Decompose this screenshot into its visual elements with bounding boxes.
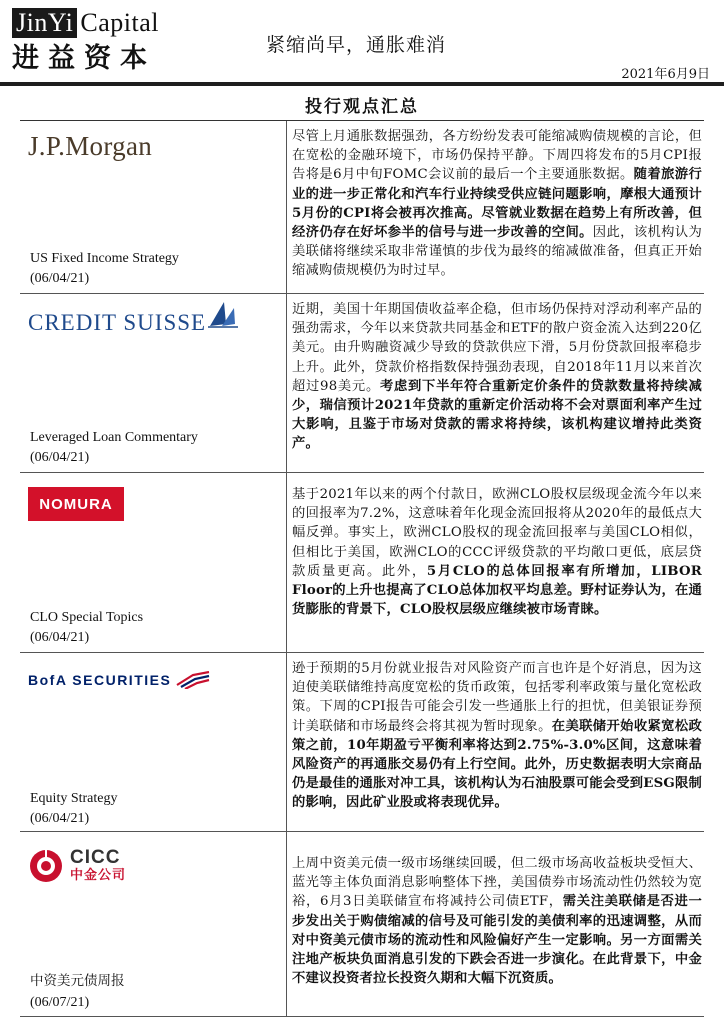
- entry-source-cell: [20, 832, 287, 1016]
- entry-text-tail: 因此，该机构认为美联储将继续采取非常谨慎的步伐为最终的缩减做准备，但真正开始缩减购债规模仍为时过早。: [292, 225, 702, 279]
- jpmorgan-logo: J.P.Morgan: [28, 131, 153, 161]
- report-name: Leveraged Loan Commentary: [30, 430, 198, 445]
- entry-text-plain: 上周中资美元债一级市场继续回暖，但二级市场高收益板块受恒大、蓝光等主体负面消息影响整体下挫，美国债券市场流动性仍然较为宽裕，6月3日美联储宣布将减持公司债ETF，: [292, 856, 702, 910]
- entry-text: [292, 300, 702, 454]
- entry-text: [292, 659, 702, 813]
- entry-source-cell: [20, 294, 287, 472]
- report-name: Equity Strategy: [30, 791, 118, 806]
- entry-source-cell: [20, 121, 287, 293]
- company-logo-cn: 进益资本: [12, 43, 156, 74]
- cicc-wordmark-en: CICC: [70, 847, 121, 868]
- credit-suisse-logo: [28, 300, 238, 336]
- report-date: (06/04/21): [30, 630, 90, 645]
- document-date: 2021年6月9日: [621, 67, 710, 82]
- section-title: 投行观点汇总: [305, 97, 419, 117]
- entry-source-cell: [20, 653, 287, 831]
- flag-icon: [175, 671, 211, 689]
- report-date: (06/04/21): [30, 811, 90, 826]
- bofa-logo: [28, 671, 211, 689]
- cicc-emblem-icon: [28, 848, 64, 884]
- cicc-wordmark-cn: 中金公司: [70, 868, 127, 883]
- entry-source-cell: [20, 473, 287, 652]
- company-logo-en: [12, 8, 159, 38]
- entry-credit-suisse: [20, 294, 704, 473]
- entry-cicc: [20, 832, 704, 1017]
- entry-text-plain: 基于2021年以来的两个付款日，欧洲CLO股权层级现金流今年以来的回报率为7.2%，这意味着年化现金流回报将从2020年的最低点大幅反弹。事实上，欧洲CLO股权的现金流回报率与美国CLO相似，但相比于美国，欧洲CLO的CCC评级贷款的平均敞口更低，底层贷款质量更高。此外，: [292, 487, 702, 579]
- entry-text: [292, 854, 702, 988]
- bofa-wordmark: BofA SECURITIES: [28, 672, 172, 688]
- nomura-logo: NOMURA: [28, 487, 124, 521]
- logo-box-text: JinYi: [12, 8, 77, 38]
- entry-text: [292, 127, 702, 281]
- entry-text-bold: 随着旅游行业的进一步正常化和汽车行业持续受供应链问题影响，摩根大通预计5月份的CPI将会被再次推高。尽管就业数据在趋势上有所改善，但经济仍存在好坏参半的信号与进一步改善的空间。: [292, 167, 703, 241]
- entry-text-plain: 尽管上月通胀数据强劲，各方纷纷发表可能缩减购债规模的言论，但在宽松的金融环境下，市场仍保持平静。下周四将发布的5月CPI报告将是6月中旬FOMC会议前的最后一个主要通胀数据。: [292, 129, 702, 183]
- report-name: CLO Special Topics: [30, 610, 144, 625]
- header-divider: [0, 82, 724, 86]
- credit-suisse-wordmark: CREDIT SUISSE: [28, 310, 207, 335]
- entry-text-plain: 近期，美国十年期国债收益率企稳，但市场仍保持对浮动利率产品的强劲需求，今年以来贷款共同基金和ETF的散户资金流入达到220亿美元。由升购融资减少导致的贷款供应下滑，5月份贷款回报率稳步上升。此外，贷款价格指数保持强劲表现，自2018年11月以来首次超过98美元。: [292, 302, 702, 394]
- sails-icon: [208, 300, 238, 330]
- report-name: US Fixed Income Strategy: [30, 251, 179, 266]
- report-date: (06/04/21): [30, 450, 90, 465]
- logo-rest-text: Capital: [80, 8, 160, 37]
- report-name: 中资美元债周报: [30, 973, 125, 989]
- entry-text-bold: 5月CLO的总体回报率有所增加，LIBOR Floor的上升也提高了CLO总体加权平均息差。野村证券认为，在通货膨胀的背景下，CLO股权层级应继续被市场青睐。: [292, 563, 702, 618]
- entry-nomura: [20, 473, 704, 653]
- entry-text: [292, 485, 702, 619]
- entry-bofa: [20, 653, 704, 832]
- entry-jpmorgan: [20, 121, 704, 294]
- entry-text-bold: 考虑到下半年符合重新定价条件的贷款数量将持续减少，瑞信预计2021年贷款的重新定价活动将不会对票面利率产生过大影响，且鉴于市场对贷款的需求将持续，该机构建议增持此类资产。: [292, 378, 702, 452]
- entry-text-plain: 逊于预期的5月份就业报告对风险资产而言也许是个好消息，因为这迫使美联储维持高度宽松的货币政策，包括零利率政策与量化宽松政策。下周的CPI报告可能会引发一些通胀上行的担忧，但美银证券预计美联储和市场最终会将其视为暂时现象。: [292, 661, 702, 734]
- entry-text-bold: 需关注美联储是否进一步发出关于购债缩减的信号及可能引发的美债利率的迅速调整，从而对中资美元债市场的流动性和风险偏好产生一定影响。另一方面需关注地产板块负面消息引发的下跌会否进一步演化。在此背景下，中金不建议投资者拉长投资久期和大幅下沉资质。: [292, 894, 703, 987]
- report-date: (06/07/21): [30, 995, 90, 1010]
- report-date: (06/04/21): [30, 271, 90, 286]
- cicc-logo: [28, 848, 126, 884]
- document-title: 紧缩尚早，通胀难消: [266, 34, 447, 56]
- entry-text-bold: 在美联储开始收紧宽松政策之前，10年期盈亏平衡利率将达到2.75%-3.0%区间，这意味着风险资产的再通胀交易仍有上行空间。此外，历史数据表明大宗商品仍是最佳的通胀对冲工具，该机构认为石油股票可能会受到ESG限制的影响，因此矿业股或将表现优异。: [292, 718, 702, 811]
